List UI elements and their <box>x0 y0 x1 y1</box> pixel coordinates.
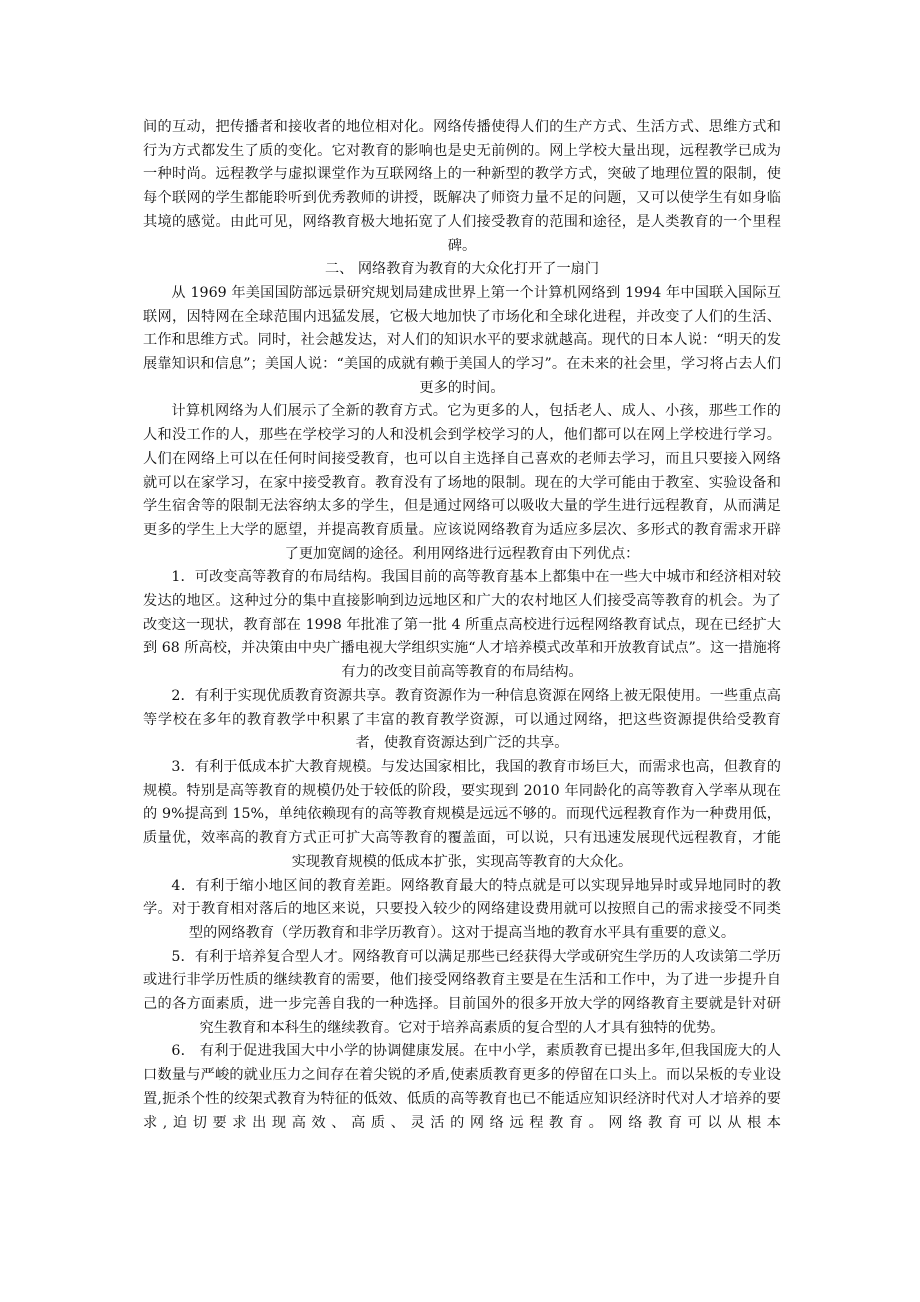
list-item-5: 5．有利于培养复合型人才。网络教育可以满足那些已经获得大学或研究生学历的人攻读第二学历或进行非学历性质的继续教育的需要，他们接受网络教育主要是在生活和工作中，为了进一步提升自己的各方面素质，进一步完善自我的一种选择。目前国外的很多开放大学的网络教育主要就是针对研究生教育和本科生的继续教育。它对于培养高素质的复合型的人才具有独特的优势。 <box>143 948 781 1036</box>
section-heading-2: 二、 网络教育为教育的大众化打开了一扇门 <box>324 261 600 278</box>
list-item-2: 2．有利于实现优质教育资源共享。教育资源作为一种信息资源在网络上被无限使用。一些重点高等学校在多年的教育教学中积累了丰富的教育教学资源，可以通过网络，把这些资源提供给受教育者，使教育资源达到广泛的共享。 <box>143 687 781 752</box>
paragraph-history: 从 1969 年美国国防部远景研究规划局建成世界上第一个计算机网络到 1994 年中国联入国际互联网，因特网在全球范围内迅猛发展，它极大地加快了市场化和全球化进程，并改变了人们的生活、工作和思维方式。同时，社会越发达，对人们的知识水平的要求就越高。现代的日本人说：“明天的发展靠知识和信息”；美国人说：“美国的成就有赖于美国人的学习”。在未来的社会里，学习将占去人们更多的时间。 <box>143 284 781 396</box>
paragraph-intro: 间的互动，把传播者和接收者的地位相对化。网络传播使得人们的生产方式、生活方式、思维方式和行为方式都发生了质的变化。它对教育的影响也是史无前例的。网上学校大量出现，远程教学已成为一种时尚。远程教学与虚拟课堂作为互联网络上的一种新型的教学方式，突破了地理位置的限制，使每个联网的学生都能聆听到优秀教师的讲授，既解决了师资力量不足的问题，又可以使学生有如身临其境的感觉。由此可见，网络教育极大地拓宽了人们接受教育的范围和途径，是人类教育的一个里程碑。 <box>143 119 781 254</box>
list-item-3: 3．有利于低成本扩大教育规模。与发达国家相比，我国的教育市场巨大，而需求也高，但教育的规模。特别是高等教育的规模仍处于较低的阶段，要实现到 2010 年同龄化的高等教育入学率从现在的 9%提高到 15%，单纯依赖现有的高等教育规模是远远不够的。而现代远程教育作为一种费用低，质量优，效率高的教育方式正可扩大高等教育的覆盖面，可以说，只有迅速发展现代远程教育，才能实现教育规模的低成本扩张，实现高等教育的大众化。 <box>143 758 781 870</box>
list-item-1: 1．可改变高等教育的布局结构。我国目前的高等教育基本上都集中在一些大中城市和经济相对较发达的地区。这种过分的集中直接影响到边远地区和广大的农村地区人们接受高等教育的机会。为了改变这一现状，教育部在 1998 年批准了第一批 4 所重点高校进行远程网络教育试点，现在已经扩大到 68 所高校，并决策由中央广播电视大学组织实施“人才培养模式改革和开放教育试点”。这一措施将有力的改变目前高等教育的布局结构。 <box>143 569 781 681</box>
list-item-4: 4．有利于缩小地区间的教育差距。网络教育最大的特点就是可以实现异地异时或异地同时的教学。对于教育相对落后的地区来说，只要投入较少的网络建设费用就可以按照自己的需求接受不同类型的网络教育（学历教育和非学历教育）。这对于提高当地的教育水平具有重要的意义。 <box>143 877 781 941</box>
list-item-6: 6． 有利于促进我国大中小学的协调健康发展。在中小学，素质教育已提出多年,但我国庞大的人口数量与严峻的就业压力之间存在着尖锐的矛盾,使素质教育更多的停留在口头上。而以呆板的专业设置,扼杀个性的绞架式教育为特征的低效、低质的高等教育也已不能适应知识经济时代对人才培养的要求,迫切要求出现高效、高质、灵活的网络远程教育。网络教育可以从根本 <box>143 1043 781 1131</box>
document-page <box>143 116 781 1135</box>
paragraph-new-education: 计算机网络为人们展示了全新的教育方式。它为更多的人，包括老人、成人、小孩，那些工作的人和没工作的人，那些在学校学习的人和没机会到学校学习的人，他们都可以在网上学校进行学习。人们在网络上可以在任何时间接受教育，也可以自主选择自己喜欢的老师去学习，而且只要接入网络就可以在家学习，在家中接受教育。教育没有了场地的限制。现在的大学可能由于教室、实验设备和学生宿舍等的限制无法容纳太多的学生，但是通过网络可以吸收大量的学生进行远程教育，从而满足更多的学生上大学的愿望，并提高教育质量。应该说网络教育为适应多层次、多形式的教育需求开辟了更加宽阔的途径。利用网络进行远程教育由下列优点： <box>143 403 781 562</box>
